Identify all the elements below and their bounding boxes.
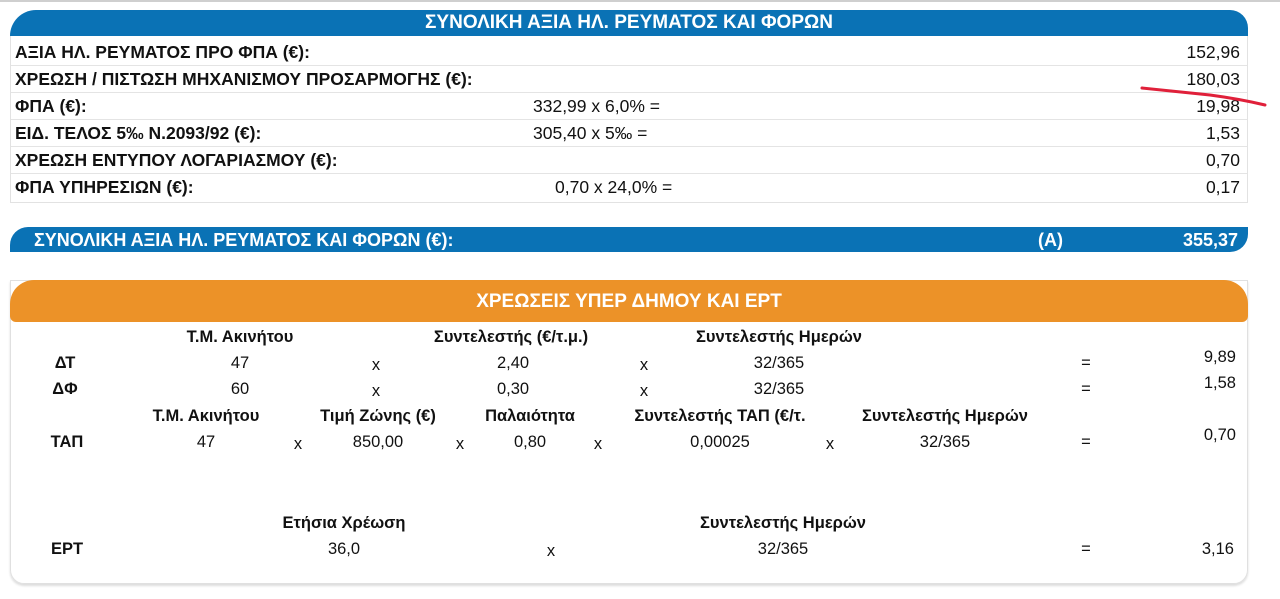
dt-area: 47 [230, 354, 250, 372]
times-sign: x [546, 542, 556, 560]
tap-area: 47 [196, 433, 216, 451]
tap-rate: 0,00025 [690, 433, 750, 451]
dt-days: 32/365 [753, 354, 805, 372]
df-rate: 0,30 [496, 380, 530, 398]
row-label: ΑΞΙΑ ΗΛ. ΡΕΥΜΑΤΟΣ ΠΡΟ ΦΠΑ (€): [15, 42, 310, 62]
row-label: ΕΙΔ. ΤΕΛΟΣ 5‰ Ν.2093/92 (€): [15, 123, 262, 143]
dt-value: 9,89 [1203, 348, 1236, 366]
table-row [11, 38, 1247, 66]
col-header: Συντελεστής Ημερών [696, 328, 862, 346]
dt-rate: 2,40 [496, 354, 530, 372]
tap-value: 0,70 [1203, 426, 1236, 444]
row-value: 0,17 [1205, 177, 1240, 197]
ert-days: 32/365 [757, 540, 809, 558]
times-sign: x [371, 356, 381, 374]
times-sign: x [639, 356, 649, 374]
total-value: 355,37 [1182, 230, 1238, 250]
col-header: Συντελεστής ΤΑΠ (€/τ. [634, 407, 806, 425]
equals-sign: = [1081, 380, 1091, 398]
table-row [11, 65, 1247, 93]
table-row [11, 173, 1247, 200]
row-value: 0,70 [1205, 150, 1240, 170]
times-sign: x [825, 435, 835, 453]
row-label: ΧΡΕΩΣΗ ΕΝΤΥΠΟΥ ΛΟΓΑΡΙΑΣΜΟΥ (€): [15, 150, 338, 170]
df-area: 60 [230, 380, 250, 398]
table-row [11, 146, 1247, 174]
df-days: 32/365 [753, 380, 805, 398]
row-value: 19,98 [1196, 96, 1240, 116]
equals-sign: = [1081, 540, 1091, 558]
total-label: ΣΥΝΟΛΙΚΗ ΑΞΙΑ ΗΛ. ΡΕΥΜΑΤΟΣ ΚΑΙ ΦΟΡΩΝ (€): [34, 230, 454, 250]
tap-days: 32/365 [919, 433, 971, 451]
times-sign: x [293, 435, 303, 453]
tap-age: 0,80 [513, 433, 547, 451]
row-formula: 0,70 x 24,0% = [555, 177, 673, 197]
municipal-section [10, 280, 1248, 584]
df-label: ΔΦ [52, 380, 78, 398]
row-formula: 305,40 x 5‰ = [533, 123, 648, 143]
col-header: Συντελεστής Ημερών [700, 514, 866, 532]
df-value: 1,58 [1203, 374, 1236, 392]
col-header: Παλαιότητα [485, 407, 575, 425]
row-label: ΦΠΑ (€): [15, 96, 87, 116]
equals-sign: = [1081, 354, 1091, 372]
row-value: 1,53 [1205, 123, 1240, 143]
tap-label: ΤΑΠ [50, 433, 84, 451]
row-value: 152,96 [1186, 42, 1240, 62]
row-formula: 332,99 x 6,0% = [533, 96, 660, 116]
ert-label: ΕΡΤ [50, 540, 84, 558]
municipal-header: ΧΡΕΩΣΕΙΣ ΥΠΕΡ ΔΗΜΟΥ ΚΑΙ ΕΡΤ [10, 280, 1248, 322]
col-header: Τ.Μ. Ακινήτου [186, 328, 294, 346]
row-label: ΦΠΑ ΥΠΗΡΕΣΙΩΝ (€): [15, 177, 194, 197]
times-sign: x [371, 382, 381, 400]
col-header: Τιμή Ζώνης (€) [320, 407, 436, 425]
summary-header: ΣΥΝΟΛΙΚΗ ΑΞΙΑ ΗΛ. ΡΕΥΜΑΤΟΣ ΚΑΙ ΦΟΡΩΝ [10, 10, 1248, 36]
col-header: Συντελεστής (€/τ.μ.) [433, 328, 589, 346]
col-header: Τ.Μ. Ακινήτου [152, 407, 260, 425]
summary-table [10, 36, 1248, 203]
ert-value: 3,16 [1201, 540, 1234, 558]
col-header: Ετήσια Χρέωση [282, 514, 406, 532]
col-header: Συντελεστής Ημερών [862, 407, 1028, 425]
total-marker: (A) [1038, 230, 1063, 250]
table-row [11, 92, 1247, 120]
ert-annual: 36,0 [327, 540, 361, 558]
times-sign: x [639, 382, 649, 400]
row-label: ΧΡΕΩΣΗ / ΠΙΣΤΩΣΗ ΜΗΧΑΝΙΣΜΟΥ ΠΡΟΣΑΡΜΟΓΗΣ (€): [15, 69, 473, 89]
equals-sign: = [1081, 433, 1091, 451]
row-value: 180,03 [1186, 69, 1240, 89]
times-sign: x [455, 435, 465, 453]
page-top-border [0, 0, 1280, 2]
tap-zone-price: 850,00 [352, 433, 404, 451]
table-row [11, 119, 1247, 147]
dt-label: ΔΤ [54, 354, 76, 372]
times-sign: x [593, 435, 603, 453]
summary-total-bar [10, 227, 1248, 252]
